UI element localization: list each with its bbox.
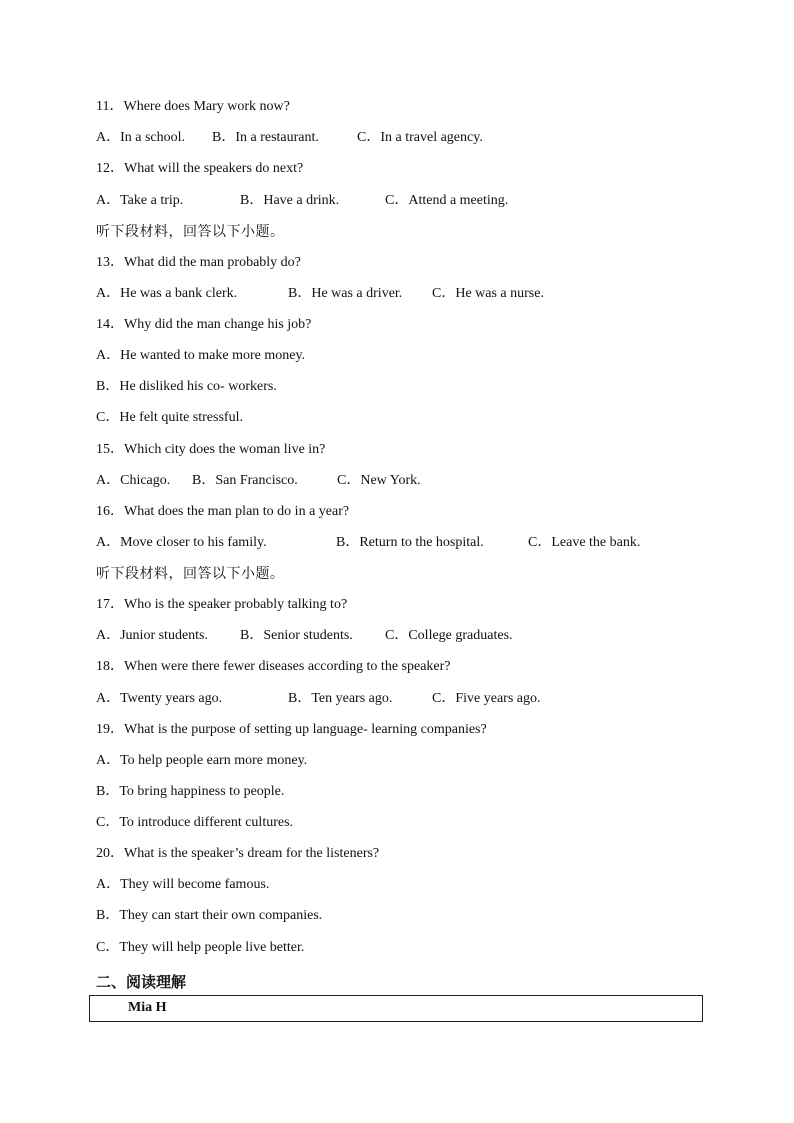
- options-15: [96, 471, 421, 491]
- section-heading: 二、阅读理解: [96, 973, 187, 991]
- option-a: A．He wanted to make more money.: [96, 348, 306, 363]
- options-18: [96, 689, 540, 709]
- option-a: A．To help people earn more money.: [96, 753, 308, 768]
- options-13: [96, 284, 544, 304]
- option-a: A．Junior students.: [96, 628, 208, 643]
- options-11: [96, 128, 483, 148]
- option-c: C．He was a nurse.: [432, 286, 544, 301]
- option-a: A．Twenty years ago.: [96, 691, 223, 706]
- option-a: A．Take a trip.: [96, 193, 184, 208]
- options-16: [96, 533, 640, 553]
- option-b: B．They can start their own companies.: [96, 908, 323, 923]
- option-c: C．In a travel agency.: [357, 130, 483, 145]
- option-a: A．Chicago.: [96, 473, 171, 488]
- option-b: B．In a restaurant.: [212, 130, 319, 145]
- options-12: [96, 191, 508, 211]
- passage-title: Mia H: [128, 1000, 167, 1015]
- question-12: 12．What will the speakers do next?: [96, 161, 304, 176]
- option-b: B．San Francisco.: [192, 473, 298, 488]
- option-b: B．Senior students.: [240, 628, 353, 643]
- option-b: B．Return to the hospital.: [336, 535, 484, 550]
- section-instruction: 听下段材料，回答以下小题。: [96, 224, 285, 240]
- question-13: 13．What did the man probably do?: [96, 255, 301, 270]
- question-18: 18．When were there fewer diseases according to the speaker?: [96, 659, 451, 674]
- question-20: 20．What is the speaker’s dream for the listeners?: [96, 846, 380, 861]
- question-19: 19．What is the purpose of setting up language- learning companies?: [96, 722, 487, 737]
- option-b: B．He disliked his co- workers.: [96, 379, 277, 394]
- question-11: 11．Where does Mary work now?: [96, 99, 290, 114]
- option-c: C．They will help people live better.: [96, 940, 305, 955]
- option-b: B．He was a driver.: [288, 286, 403, 301]
- option-c: C．Leave the bank.: [528, 535, 641, 550]
- passage-title-box: [89, 995, 703, 1022]
- option-c: C．Attend a meeting.: [385, 193, 509, 208]
- option-a: A．In a school.: [96, 130, 186, 145]
- section-instruction: 听下段材料，回答以下小题。: [96, 566, 285, 582]
- option-a: A．He was a bank clerk.: [96, 286, 238, 301]
- question-14: 14．Why did the man change his job?: [96, 317, 312, 332]
- option-b: B．To bring happiness to people.: [96, 784, 285, 799]
- option-b: B．Have a drink.: [240, 193, 340, 208]
- question-16: 16．What does the man plan to do in a year?: [96, 504, 350, 519]
- question-15: 15．Which city does the woman live in?: [96, 442, 326, 457]
- option-c: C．To introduce different cultures.: [96, 815, 294, 830]
- option-c: C．New York.: [337, 473, 421, 488]
- option-a: A．Move closer to his family.: [96, 535, 267, 550]
- option-c: C．College graduates.: [385, 628, 513, 643]
- option-c: C．Five years ago.: [432, 691, 541, 706]
- options-17: [96, 626, 513, 646]
- option-b: B．Ten years ago.: [288, 691, 393, 706]
- question-17: 17．Who is the speaker probably talking to?: [96, 597, 348, 612]
- option-c: C．He felt quite stressful.: [96, 410, 243, 425]
- option-a: A．They will become famous.: [96, 877, 270, 892]
